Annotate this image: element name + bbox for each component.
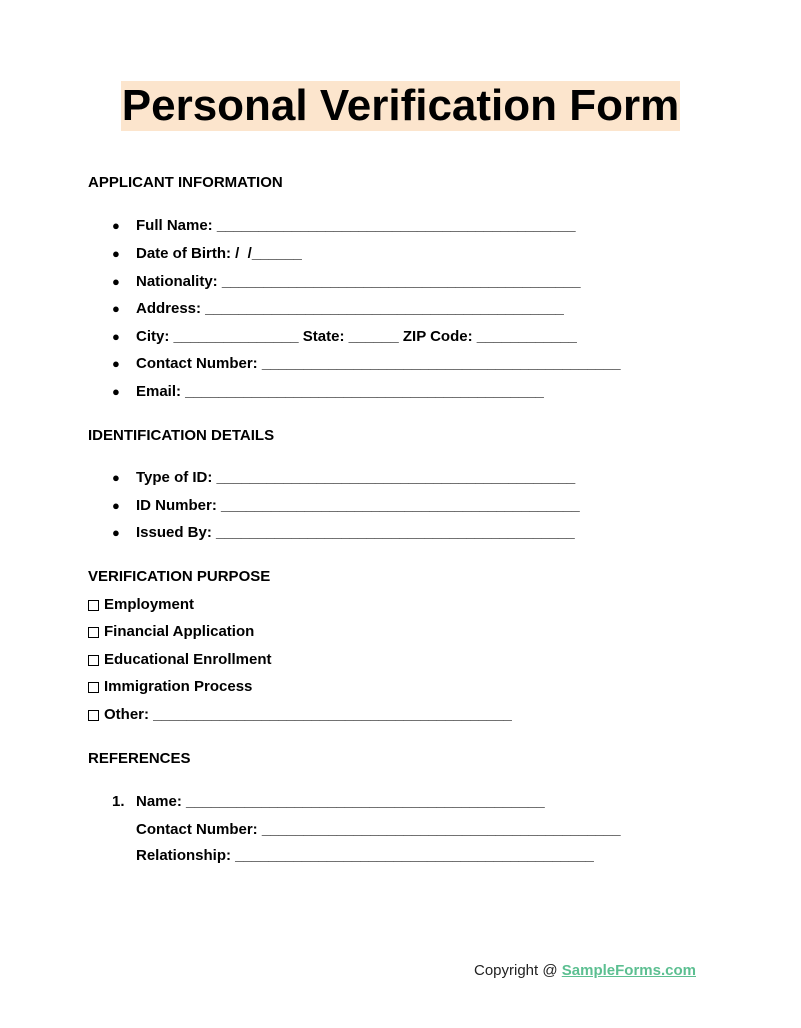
footer-copyright: Copyright @ SampleForms.com [474, 962, 696, 979]
bullet-icon: ● [112, 498, 120, 513]
checkbox-icon[interactable] [88, 600, 99, 611]
checkbox-educational-enrollment[interactable]: Educational Enrollment [88, 651, 272, 669]
heading-verification-purpose: VERIFICATION PURPOSE [88, 568, 271, 585]
field-issued-by[interactable]: Issued By: ___________________________________________ [136, 524, 575, 541]
field-contact-number[interactable]: Contact Number: ___________________________________________ [136, 355, 621, 372]
field-city-state-zip[interactable]: City: _______________ State: ______ ZIP Code: ____________ [136, 328, 577, 345]
heading-applicant-information: APPLICANT INFORMATION [88, 174, 283, 191]
checkbox-other[interactable]: Other: ___________________________________________ [88, 706, 512, 724]
bullet-icon: ● [112, 246, 120, 261]
bullet-icon: ● [112, 329, 120, 344]
field-address[interactable]: Address: ___________________________________________ [136, 300, 564, 317]
list-number: 1. [112, 793, 125, 810]
bullet-icon: ● [112, 218, 120, 233]
field-full-name[interactable]: Full Name: ___________________________________________ [136, 217, 576, 234]
bullet-icon: ● [112, 301, 120, 316]
bullet-icon: ● [112, 356, 120, 371]
field-date-of-birth[interactable]: Date of Birth: / /______ [136, 245, 302, 262]
checkbox-icon[interactable] [88, 655, 99, 666]
bullet-icon: ● [112, 525, 120, 540]
bullet-icon: ● [112, 274, 120, 289]
field-id-number[interactable]: ID Number: ___________________________________________ [136, 497, 580, 514]
checkbox-icon[interactable] [88, 682, 99, 693]
checkbox-icon[interactable] [88, 710, 99, 721]
field-reference-relationship[interactable]: Relationship: ___________________________________________ [136, 847, 594, 864]
form-title: Personal Verification Form [121, 81, 680, 130]
checkbox-icon[interactable] [88, 627, 99, 638]
bullet-icon: ● [112, 384, 120, 399]
field-email[interactable]: Email: ___________________________________________ [136, 383, 544, 400]
checkbox-immigration-process[interactable]: Immigration Process [88, 678, 252, 696]
sampleforms-link[interactable]: SampleForms.com [561, 962, 696, 979]
field-type-of-id[interactable]: Type of ID: ___________________________________________ [136, 469, 576, 486]
heading-references: REFERENCES [88, 750, 191, 767]
checkbox-financial-application[interactable]: Financial Application [88, 623, 254, 641]
bullet-icon: ● [112, 470, 120, 485]
checkbox-employment[interactable]: Employment [88, 596, 194, 614]
field-reference-name[interactable]: Name: ___________________________________________ [136, 793, 545, 810]
title-wrap [0, 81, 801, 131]
heading-identification-details: IDENTIFICATION DETAILS [88, 427, 275, 444]
field-nationality[interactable]: Nationality: ___________________________________________ [136, 273, 581, 290]
field-reference-contact-number[interactable]: Contact Number: ___________________________________________ [136, 821, 621, 838]
